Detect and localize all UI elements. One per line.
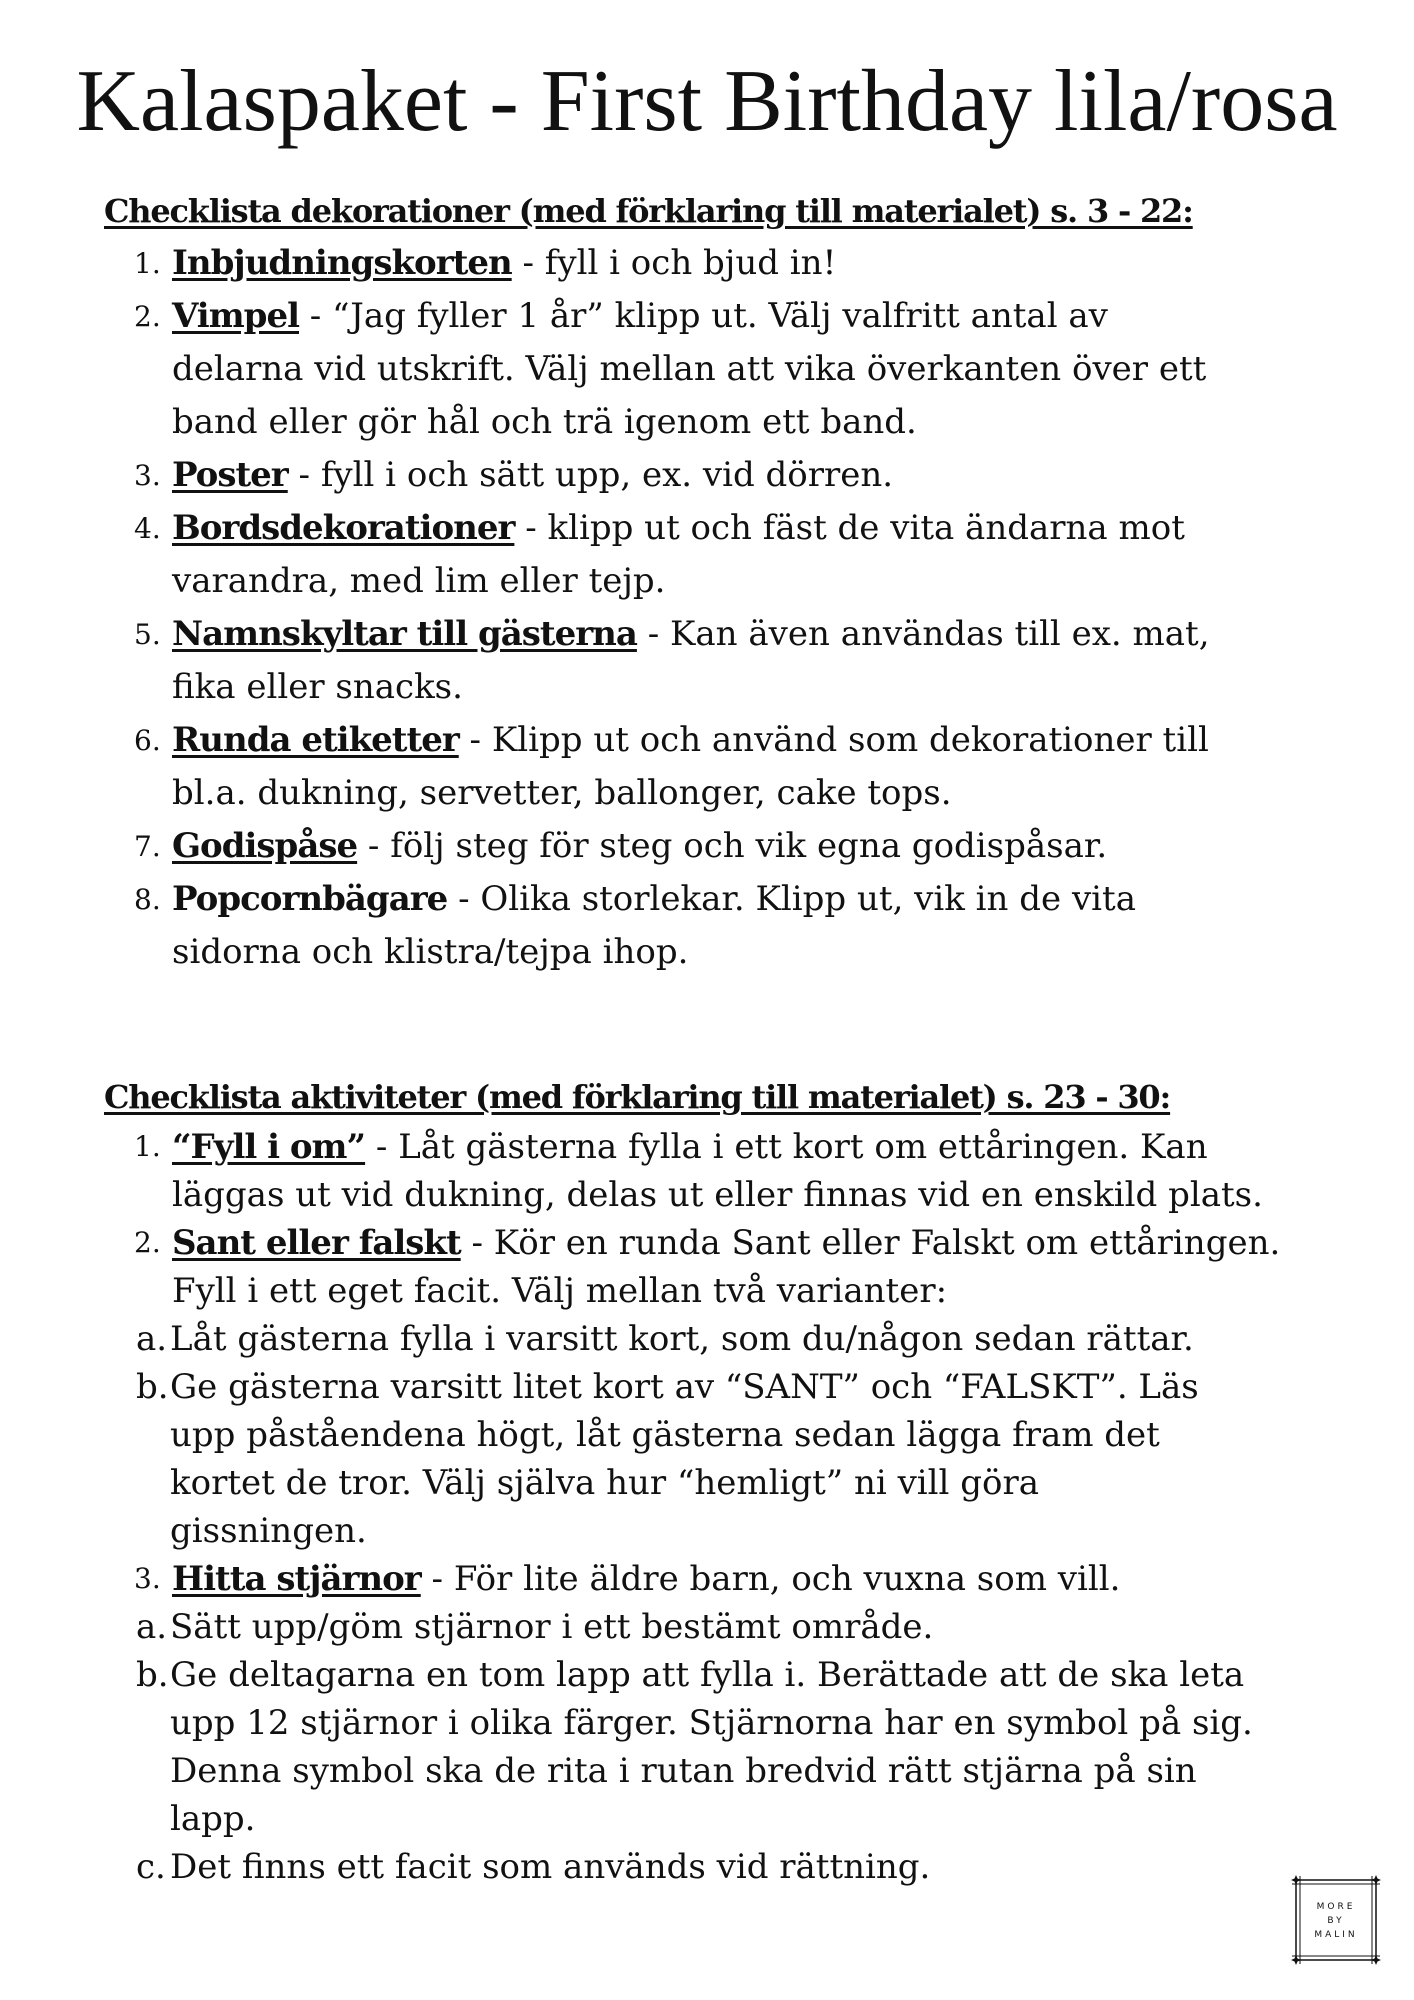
item-number: 7. <box>134 830 161 863</box>
sub-item-text: Sätt upp/göm stjärnor i ett bestämt område. <box>170 1607 934 1647</box>
logo-line: BY <box>1327 1916 1345 1926</box>
activities-list <box>104 1123 1354 1891</box>
item-number: 5. <box>134 618 161 651</box>
decorations-list <box>104 237 1354 979</box>
sub-item <box>104 1315 1354 1363</box>
activities-heading: Checklista aktiviteter (med förklaring till materialet) s. 23 - 30: <box>104 1078 1171 1116</box>
item-description: - Olika storlekar. Klipp ut, vik in de vita sidorna och klistra/tejpa ihop. <box>172 879 1136 972</box>
activity-item-true-false <box>104 1219 1354 1315</box>
item-term: Sant eller falskt <box>172 1223 461 1263</box>
sub-item <box>104 1843 1354 1891</box>
item-term: Vimpel <box>172 296 299 336</box>
activity-subitems-true-false <box>104 1315 1354 1555</box>
item-term: Namnskyltar till gästerna <box>172 614 637 654</box>
item-description: - fyll i och bjud in! <box>511 243 837 283</box>
item-term: Poster <box>172 455 288 495</box>
activity-item-fill-in <box>104 1123 1354 1219</box>
item-description: - För lite äldre barn, och vuxna som vill. <box>420 1559 1121 1599</box>
sub-item-letter: a. <box>136 1607 168 1647</box>
item-description: - klipp ut och fäst de vita ändarna mot varandra, med lim eller tejp. <box>172 508 1185 601</box>
sub-item-text: Det finns ett facit som används vid rättning. <box>170 1847 931 1887</box>
item-term: Bordsdekorationer <box>172 508 515 548</box>
sub-item-letter: b. <box>136 1367 169 1407</box>
item-description: - “Jag fyller 1 år” klipp ut. Välj valfritt antal av delarna vid utskrift. Välj mellan att vika överkanten över ett band eller gör hål och trä igenom ett band. <box>172 296 1207 442</box>
item-number: 4. <box>134 512 161 545</box>
activity-subitems-find-stars <box>104 1603 1354 1891</box>
item-number: 1. <box>134 1130 161 1163</box>
logo-line: MALIN <box>1314 1930 1358 1940</box>
activity-item-find-stars <box>104 1555 1354 1603</box>
item-number: 2. <box>134 1226 161 1259</box>
item-description: - Låt gästerna fylla i ett kort om ettåringen. Kan läggas ut vid dukning, delas ut eller finnas vid en enskild plats. <box>172 1127 1263 1215</box>
decoration-item-round-labels <box>104 714 1354 820</box>
item-term: Godispåse <box>172 826 358 866</box>
decoration-item-poster <box>104 449 1354 502</box>
logo-text <box>1290 1900 1382 1942</box>
decoration-item-invitations <box>104 237 1354 290</box>
item-number: 3. <box>134 1562 161 1595</box>
decoration-item-popcorn-cup <box>104 873 1354 979</box>
sub-item-text: Ge gästerna varsitt litet kort av “SANT” och “FALSKT”. Läs upp påståendena högt, låt gästerna sedan lägga fram det kortet de tror. Välj själva hur “hemligt” ni vill göra gissningen. <box>170 1367 1199 1551</box>
item-number: 1. <box>134 247 161 280</box>
item-description: - fyll i och sätt upp, ex. vid dörren. <box>287 455 894 495</box>
sub-item <box>104 1651 1354 1843</box>
item-term: “Fyll i om” <box>172 1127 366 1167</box>
sub-item-letter: b. <box>136 1655 169 1695</box>
item-term: Popcornbägare <box>172 879 448 919</box>
page-title: Kalaspaket - First Birthday lila/rosa <box>76 53 1338 150</box>
item-number: 8. <box>134 883 161 916</box>
sub-item <box>104 1363 1354 1555</box>
decoration-item-pennant <box>104 290 1354 449</box>
sub-item <box>104 1603 1354 1651</box>
sub-item-text: Ge deltagarna en tom lapp att fylla i. Berättade att de ska leta upp 12 stjärnor i olika färger. Stjärnorna har en symbol på sig. Denna symbol ska de rita i rutan bredvid rätt stjärna på sin lapp. <box>170 1655 1253 1839</box>
sub-item-letter: c. <box>136 1847 166 1887</box>
item-description: - Kan även användas till ex. mat, fika eller snacks. <box>172 614 1210 707</box>
decoration-item-table-decorations <box>104 502 1354 608</box>
item-number: 3. <box>134 459 161 492</box>
item-term: Inbjudningskorten <box>172 243 512 283</box>
decoration-item-candy-bag <box>104 820 1354 873</box>
decoration-item-name-tags <box>104 608 1354 714</box>
item-description: - följ steg för steg och vik egna godispåsar. <box>357 826 1108 866</box>
decorations-section <box>104 185 1354 979</box>
sub-item-letter: a. <box>136 1319 168 1359</box>
item-number: 2. <box>134 300 161 333</box>
item-description: - Klipp ut och använd som dekorationer till bl.a. dukning, servetter, ballonger, cake tops. <box>172 720 1209 813</box>
logo-line: MORE <box>1316 1902 1356 1912</box>
sub-item-text: Låt gästerna fylla i varsitt kort, som du/någon sedan rättar. <box>170 1319 1194 1359</box>
decorations-heading: Checklista dekorationer (med förklaring till materialet) s. 3 - 22: <box>104 192 1193 230</box>
brand-logo <box>1290 1874 1382 1966</box>
item-term: Hitta stjärnor <box>172 1559 421 1599</box>
item-description: - Kör en runda Sant eller Falskt om ettåringen. Fyll i ett eget facit. Välj mellan två varianter: <box>172 1223 1281 1311</box>
activities-section <box>104 1071 1354 1891</box>
item-number: 6. <box>134 724 161 757</box>
item-term: Runda etiketter <box>172 720 459 760</box>
